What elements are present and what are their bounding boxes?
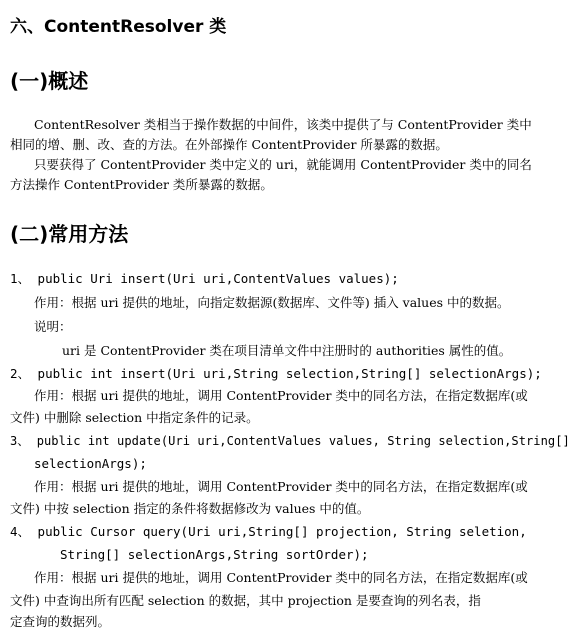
method-1-note: uri 是 ContentProvider 类在项目清单文件中注册时的 authorities 属性的值。 (62, 343, 512, 358)
method-4-description-line-2: 文件) 中查询出所有匹配 selection 的数据，其中 projection 是要查询的列名表，指 (10, 593, 481, 608)
method-4-signature-line-1: 4、 public Cursor query(Uri uri,String[] projection, String seletion, (10, 524, 527, 539)
overview-paragraph-1-line-2: 相同的增、删、改、查的方法。在外部操作 ContentProvider 所暴露的数据。 (10, 137, 448, 152)
overview-heading: (一)概述 (10, 69, 89, 93)
method-3-description-line-1: 作用：根据 uri 提供的地址，调用 ContentProvider 类中的同名方法，在指定数据库(或 (34, 479, 528, 494)
method-3-signature-line-2: selectionArgs); (34, 456, 147, 471)
method-4-signature-line-2: String[] selectionArgs,String sortOrder); (60, 547, 369, 562)
method-2-description-line-1: 作用：根据 uri 提供的地址，调用 ContentProvider 类中的同名方法，在指定数据库(或 (34, 388, 528, 403)
method-3-description-line-2: 文件) 中按 selection 指定的条件将数据修改为 values 中的值。 (10, 501, 370, 516)
section-title: 六、ContentResolver 类 (10, 17, 227, 37)
overview-paragraph-2-line-1: 只要获得了 ContentProvider 类中定义的 uri，就能调用 ContentProvider 类中的同名 (34, 157, 532, 172)
method-1-signature: 1、 public Uri insert(Uri uri,ContentValues values); (10, 271, 399, 286)
method-4-description-line-3: 定查询的数据列。 (10, 614, 111, 629)
method-1-description: 作用：根据 uri 提供的地址，向指定数据源(数据库、文件等) 插入 values 中的数据。 (34, 295, 510, 310)
method-4-description-line-1: 作用：根据 uri 提供的地址，调用 ContentProvider 类中的同名方法，在指定数据库(或 (34, 570, 528, 585)
method-2-description-line-2: 文件) 中删除 selection 中指定条件的记录。 (10, 410, 259, 425)
overview-paragraph-1-line-1: ContentResolver 类相当于操作数据的中间件，该类中提供了与 ContentProvider 类中 (34, 117, 532, 132)
method-3-signature-line-1: 3、 public int update(Uri uri,ContentValues values, String selection,String[] (10, 433, 570, 448)
method-1-note-label: 说明： (34, 319, 72, 334)
method-2-signature: 2、 public int insert(Uri uri,String selection,String[] selectionArgs); (10, 366, 542, 381)
methods-heading: (二)常用方法 (10, 222, 129, 246)
overview-paragraph-2-line-2: 方法操作 ContentProvider 类所暴露的数据。 (10, 177, 273, 192)
